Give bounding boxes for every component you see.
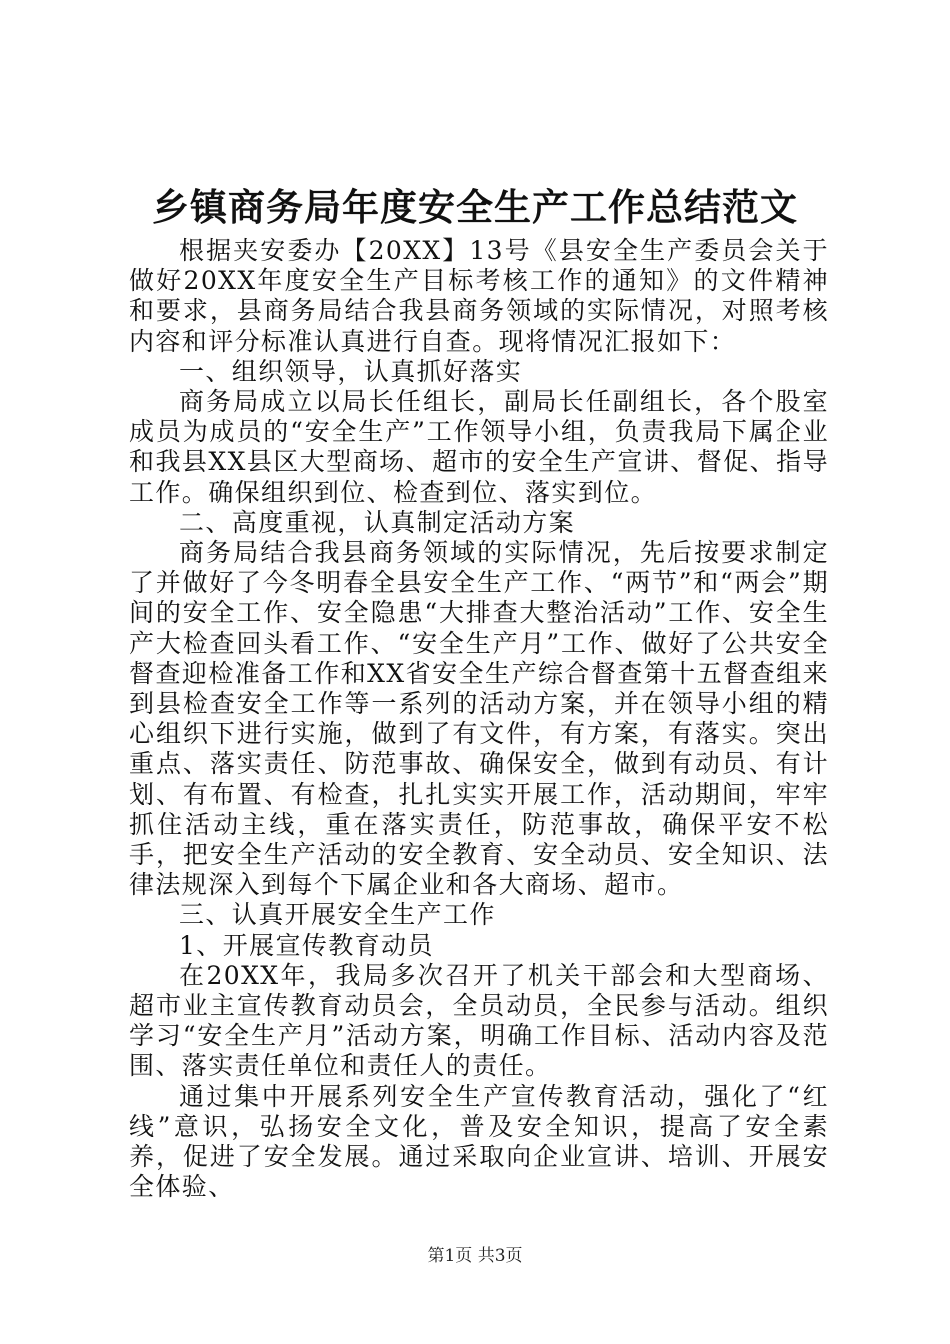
paragraph-intro: 根据夹安委办【20XX】13号《县安全生产委员会关于做好20XX年度安全生产目标考核工作的通知》的文件精神和要求，县商务局结合我县商务领域的实际情况，对照考核内容和评分标准认真进行自查。现将情况汇报如下： xyxy=(129,236,829,356)
document-body xyxy=(129,236,829,1203)
subsection-heading-1: 1、开展宣传教育动员 xyxy=(179,930,434,960)
page-number: 第1页 共3页 xyxy=(427,1246,523,1266)
paragraph-organization: 商务局成立以局长任组长，副局长任副组长，各个股室成员为成员的“安全生产”工作领导小组，负责我局下属企业和我县XX县区大型商场、超市的安全生产宣讲、督促、指导工作。确保组织到位、检查到位、落实到位。 xyxy=(129,387,829,507)
section-heading-2: 二、高度重视，认真制定活动方案 xyxy=(179,507,576,537)
document-title: 乡镇商务局年度安全生产工作总结范文 xyxy=(152,185,798,229)
paragraph-mobilization: 在20XX年，我局多次召开了机关干部会和大型商场、超市业主宣传教育动员会，全员动员，全民参与活动。组织学习“安全生产月”活动方案，明确工作目标、活动内容及范围、落实责任单位和责任人的责任。 xyxy=(129,960,829,1081)
paragraph-education: 通过集中开展系列安全生产宣传教育活动，强化了“红线”意识，弘扬安全文化，普及安全知识，提高了安全素养，促进了安全发展。通过采取向企业宣讲、培训、开展安全体验、 xyxy=(129,1081,829,1202)
paragraph-activity-plan: 商务局结合我县商务领域的实际情况，先后按要求制定了并做好了今冬明春全县安全生产工作、“两节”和“两会”期间的安全工作、安全隐患“大排查大整治活动”工作、安全生产大检查回头看工作、“安全生产月”工作、做好了公共安全督查迎检准备工作和XX省安全生产综合督查第十五督查组来到县检查安全工作等一系列的活动方案，并在领导小组的精心组织下进行实施，做到了有文件，有方案，有落实。突出重点、落实责任、防范事故、确保安全，做到有动员、有计划、有布置、有检查，扎扎实实开展工作，活动期间，牢牢抓住活动主线，重在落实责任，防范事故，确保平安不松手，把安全生产活动的安全教育、安全动员、安全知识、法律法规深入到每个下属企业和各大商场、超市。 xyxy=(129,538,829,900)
section-heading-1: 一、组织领导，认真抓好落实 xyxy=(179,356,523,386)
section-heading-3: 三、认真开展安全生产工作 xyxy=(179,900,496,930)
